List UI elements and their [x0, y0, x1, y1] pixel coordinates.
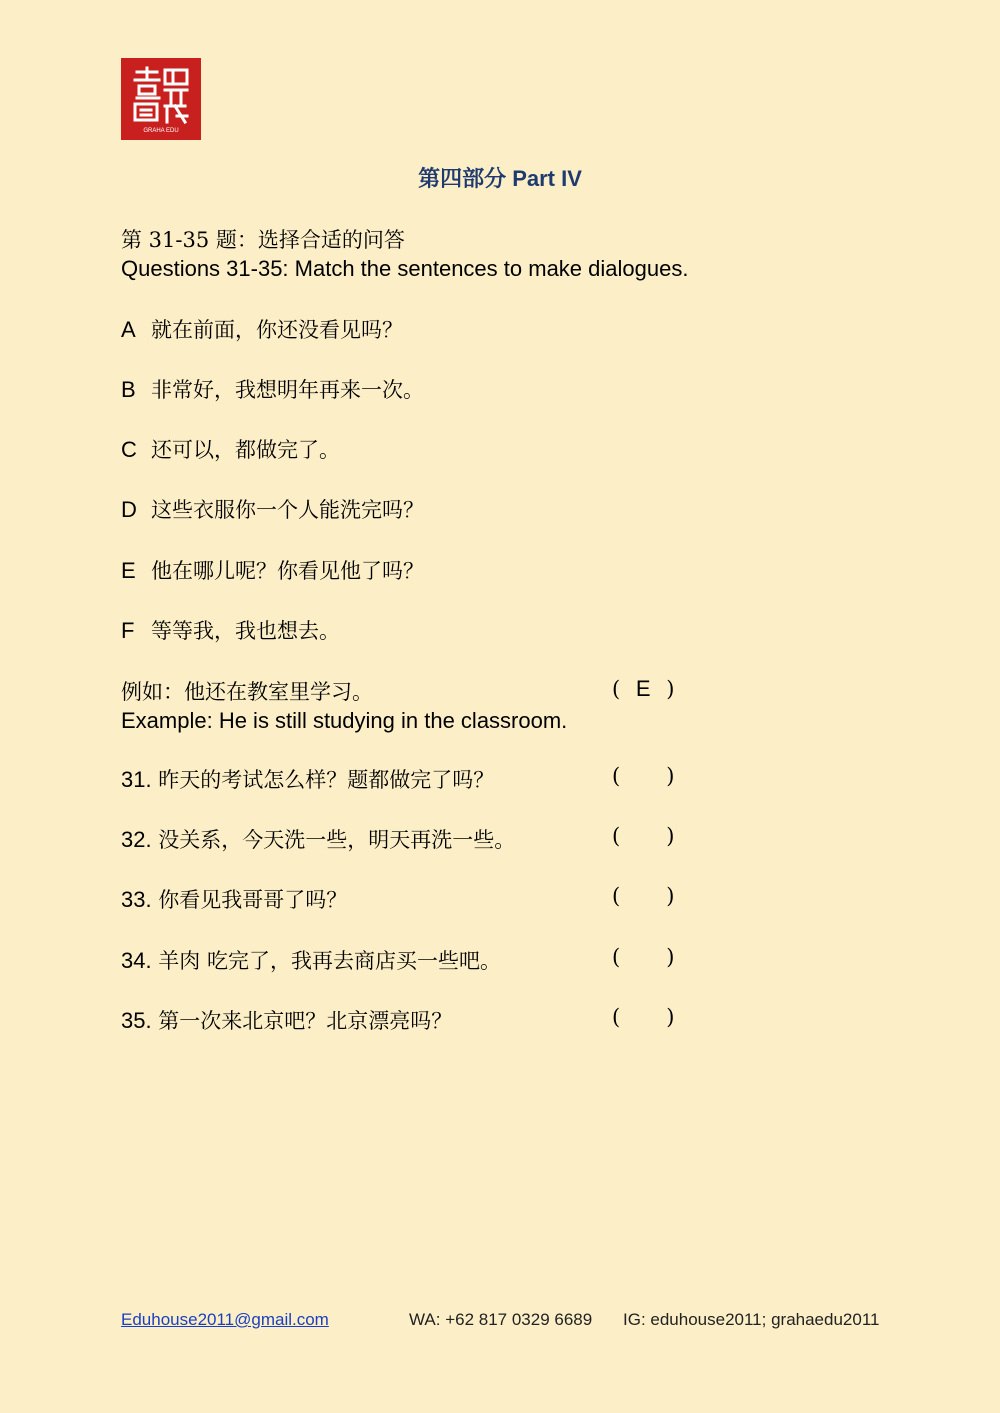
option-text: 他在哪儿呢？你看见他了吗？ — [151, 559, 424, 583]
option-d — [121, 494, 424, 524]
example-english: Example: He is still studying in the classroom. — [121, 708, 568, 733]
question-text: 没关系，今天洗一些，明天再洗一些。 — [158, 828, 516, 852]
answer-box-34[interactable]: ( ) — [612, 945, 675, 969]
example-chinese: 例如：他还在教室里学习。 — [121, 680, 373, 704]
question-text: 第一次来北京吧？北京漂亮吗？ — [158, 1009, 453, 1033]
question-number: 32. — [121, 827, 152, 852]
option-letter: F — [121, 618, 135, 643]
option-f — [121, 615, 340, 645]
option-text: 还可以，都做完了。 — [151, 438, 340, 462]
svg-text:GRAHA EDU: GRAHA EDU — [143, 128, 179, 134]
whatsapp-contact: WA: +62 817 0329 6689 — [409, 1310, 593, 1329]
example-answer-box: ( E ) — [612, 676, 675, 701]
option-text: 就在前面，你还没看见吗？ — [151, 318, 403, 342]
instructions-english: Questions 31-35: Match the sentences to make dialogues. — [121, 256, 689, 281]
option-letter: B — [121, 377, 136, 402]
question-number: 34. — [121, 948, 152, 973]
question-number: 31. — [121, 767, 152, 792]
question-number: 35. — [121, 1008, 152, 1033]
option-letter: D — [121, 497, 137, 522]
instructions-chinese: 第 31-35 题：选择合适的问答 — [121, 228, 405, 252]
answer-box-33[interactable]: ( ) — [612, 884, 675, 908]
question-text: 昨天的考试怎么样？题都做完了吗？ — [158, 768, 495, 792]
answer-box-31[interactable]: ( ) — [612, 764, 675, 788]
option-b — [121, 374, 424, 404]
page-title: 第四部分 Part IV — [418, 166, 582, 191]
question-35 — [121, 1005, 452, 1035]
option-letter: C — [121, 437, 137, 462]
option-letter: A — [121, 317, 136, 342]
question-text: 羊肉 吃完了，我再去商店买一些吧。 — [158, 949, 501, 973]
option-a — [121, 314, 403, 344]
email-link[interactable]: Eduhouse2011@gmail.com — [121, 1310, 329, 1329]
question-32 — [121, 824, 515, 854]
graha-edu-logo — [121, 58, 201, 140]
option-letter: E — [121, 558, 136, 583]
question-number: 33. — [121, 887, 152, 912]
option-c — [121, 434, 340, 464]
instagram-contact: IG: eduhouse2011; grahaedu2011 — [623, 1310, 880, 1329]
answer-box-32[interactable]: ( ) — [612, 824, 675, 848]
question-34 — [121, 945, 501, 975]
question-text: 你看见我哥哥了吗？ — [158, 888, 348, 912]
example-answer: E — [635, 676, 651, 701]
question-31 — [121, 764, 494, 794]
option-text: 等等我，我也想去。 — [151, 619, 340, 643]
option-text: 这些衣服你一个人能洗完吗？ — [151, 498, 424, 522]
option-e — [121, 555, 424, 585]
option-text: 非常好，我想明年再来一次。 — [151, 378, 424, 402]
question-33 — [121, 884, 347, 914]
answer-box-35[interactable]: ( ) — [612, 1005, 675, 1029]
